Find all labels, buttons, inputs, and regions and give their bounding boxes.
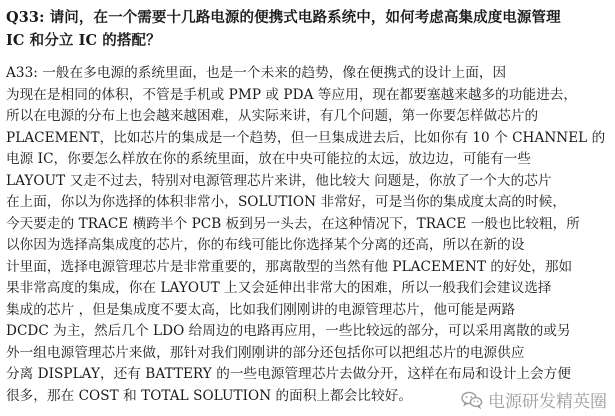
answer-line: 外一组电源管理芯片来做，那针对我们刚刚讲的部分还包括你可以把组芯片的电源供应 <box>6 344 525 361</box>
question-heading <box>6 6 607 52</box>
answer-line: LAYOUT 又走不过去，特别对电源管理芯片来讲，他比较大 问题是，你放了一个大的芯片 <box>6 172 552 189</box>
answer-line: 果非常高度的集成，你在 LAYOUT 上又会延伸出非常大的困难，所以一般我们会建议选择 <box>6 280 552 296</box>
answer-line: 以你因为选择高集成度的芯片，你的布线可能比你选择某个分离的还高，所以在新的设 <box>6 237 525 253</box>
wechat-icon <box>461 391 483 409</box>
answer-line: 很多，那在 COST 和 TOTAL SOLUTION 的面积上都会比较好。 <box>6 387 412 404</box>
answer-paragraph <box>6 63 607 407</box>
answer-line: 集成的芯片 ，但是集成度不要太高，比如我们刚刚讲的电源管理芯片，他可能是两路 <box>6 301 516 318</box>
answer-line: 今天要走的 TRACE 横跨半个 PCB 板到另一头去，在这种情况下，TRACE 一般也比较粗，所 <box>6 215 580 232</box>
answer-line: 电源 IC，你要怎么样放在你的系统里面，放在中央可能拉的太远，放边边，可能有一些 <box>6 151 532 167</box>
answer-line: A33: 一般在多电源的系统里面，也是一个未来的趋势，像在便携式的设计上面，因 <box>6 65 507 81</box>
question-line: Q33: 请问，在一个需要十几路电源的便携式电路系统中，如何考虑高集成度电源管理 <box>6 9 561 26</box>
question-line: IC 和分立 IC 的搭配？ <box>6 32 161 49</box>
answer-line: 在上面，你以为你选择的体积非常小，SOLUTION 非常好，可是当你的集成度太高的时候， <box>6 194 566 210</box>
answer-line: 计里面，选择电源管理芯片是非常重要的，那离散型的当然有他 PLACEMENT 的好处，那如 <box>6 258 573 275</box>
answer-line: 为现在是相同的体积，不管是手机或 PMP 或 PDA 等应用，现在都要塞越来越多的功能进去， <box>6 86 578 103</box>
answer-line: 分离 DISPLAY，还有 BATTERY 的一些电源管理芯片去做分开，这样在布局和设计上会方便 <box>6 366 571 382</box>
answer-line: PLACEMENT，比如芯片的集成是一个趋势，但一旦集成进去后，比如你有 10 个 CHANNEL 的 <box>6 129 606 146</box>
watermark <box>461 387 607 412</box>
answer-line: 所以在电源的分布上也会越来越困难，从实际来讲，有几个问题，第一你要怎样做芯片的 <box>6 108 539 124</box>
watermark-text: 电源研发精英圈 <box>488 392 607 412</box>
answer-line: DCDC 为主，然后几个 LDO 给周边的电路再应用，一些比较远的部分，可以采用离散的或另 <box>6 323 571 339</box>
